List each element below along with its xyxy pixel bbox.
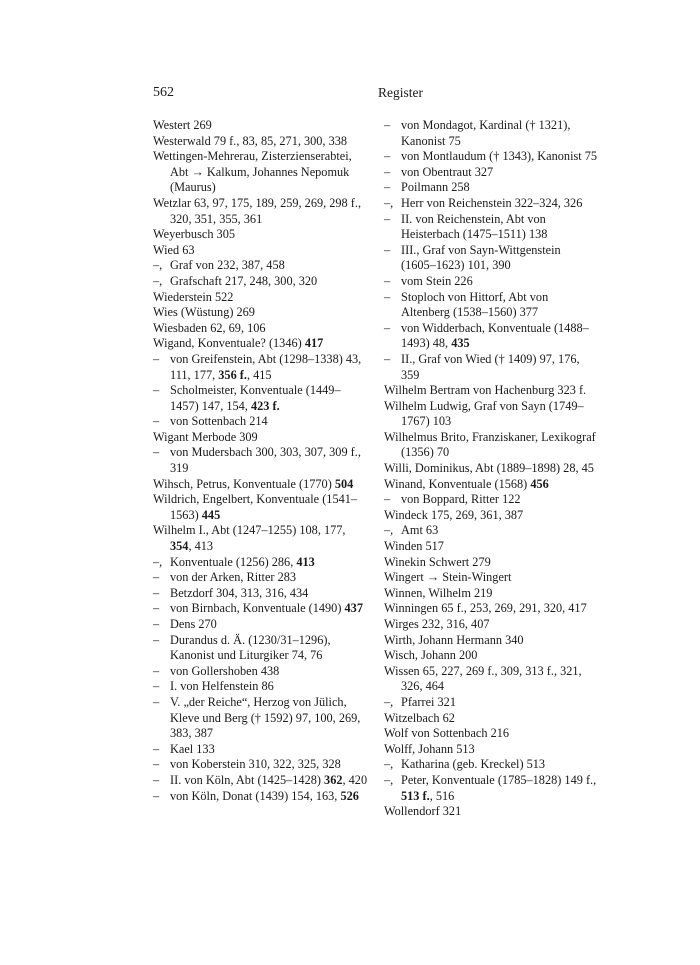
entry-page-bold: 417 bbox=[304, 336, 324, 351]
entry-page-bold: 513 f. bbox=[401, 788, 430, 803]
index-entry bbox=[153, 789, 368, 805]
entry-text: II., Graf von Wied († 1409) 97, 176, 359 bbox=[401, 351, 580, 382]
entry-dash: – bbox=[153, 617, 160, 631]
index-entry bbox=[153, 383, 368, 414]
page-title: Register bbox=[378, 85, 423, 100]
index-entry bbox=[384, 757, 598, 773]
entry-dash: – bbox=[384, 164, 391, 179]
entry-text: Katharina (geb. Kreckel) 513 bbox=[401, 757, 546, 772]
index-entry bbox=[153, 633, 368, 664]
entry-dash: – bbox=[384, 180, 391, 195]
index-entry bbox=[153, 523, 368, 554]
entry-text: von Montlaudum († 1343), Kanonist 75 bbox=[401, 149, 598, 164]
entry-dash: – bbox=[384, 211, 391, 226]
entry-dash: – bbox=[384, 351, 391, 366]
entry-page-bold: 456 bbox=[530, 476, 549, 491]
index-entry bbox=[384, 555, 598, 571]
index-entry bbox=[384, 399, 598, 430]
index-entry bbox=[153, 196, 368, 227]
index-entry bbox=[153, 414, 368, 430]
entry-text: Stoploch von Hittorf, Abt von Altenberg (1538–1560) 377 bbox=[401, 289, 549, 320]
entry-text: Wilhelm I., Abt (1247–1255) 108, 177, bbox=[153, 523, 346, 538]
entry-text: Dens 270 bbox=[170, 617, 217, 631]
index-entry bbox=[153, 290, 368, 306]
entry-text: Wied 63 bbox=[153, 242, 195, 257]
entry-dash: – bbox=[384, 320, 391, 335]
entry-text: , 420 bbox=[342, 772, 368, 787]
index-entry bbox=[153, 773, 368, 789]
index-entry bbox=[153, 570, 368, 586]
entry-text: von Gollershoben 438 bbox=[170, 663, 280, 678]
entry-page-bold: 445 bbox=[201, 507, 221, 522]
entry-dash: – bbox=[153, 757, 160, 772]
index-entry bbox=[384, 149, 598, 165]
entry-text: Pfarrei 321 bbox=[401, 694, 456, 709]
entry-text: Wies (Wüstung) 269 bbox=[153, 305, 255, 320]
index-entry bbox=[153, 695, 368, 742]
entry-text: Durandus d. Ä. (1230/31–1296), Kanonist und Liturgiker 74, 76 bbox=[170, 632, 331, 663]
entry-text: Amt 63 bbox=[401, 523, 439, 538]
entry-text: Peter, Konventuale (1785–1828) 149 f., bbox=[401, 772, 597, 787]
entry-text: Kael 133 bbox=[170, 741, 215, 756]
index-entry bbox=[384, 118, 598, 149]
index-entry bbox=[384, 321, 598, 352]
entry-text: Wissen 65, 227, 269 f., 309, 313 f., 321, 326, 464 bbox=[384, 663, 582, 694]
entry-dash: –, bbox=[153, 554, 163, 569]
index-entry bbox=[153, 336, 368, 352]
index-entry bbox=[384, 180, 598, 196]
entry-text: Weyerbusch 305 bbox=[153, 227, 235, 242]
index-entry bbox=[384, 165, 598, 181]
entry-dash: –, bbox=[153, 258, 163, 273]
entry-dash: – bbox=[153, 585, 160, 600]
entry-dash: – bbox=[153, 383, 160, 398]
entry-dash: – bbox=[153, 772, 160, 787]
index-entry bbox=[153, 227, 368, 243]
entry-text: Wilhelm Bertram von Hachenburg 323 f. bbox=[384, 383, 587, 398]
entry-text: von der Arken, Ritter 283 bbox=[170, 570, 297, 585]
entry-page-bold: 504 bbox=[334, 476, 354, 491]
entry-dash: –, bbox=[384, 757, 394, 772]
index-entry bbox=[384, 648, 598, 664]
entry-text: Winekin Schwert 279 bbox=[384, 554, 491, 569]
entry-dash: –, bbox=[384, 195, 394, 210]
entry-text: Windeck 175, 269, 361, 387 bbox=[384, 507, 524, 522]
entry-text: Winden 517 bbox=[384, 539, 444, 554]
entry-dash: – bbox=[153, 601, 160, 616]
entry-text: Wirges 232, 316, 407 bbox=[384, 617, 490, 631]
index-entry bbox=[153, 352, 368, 383]
index-entry bbox=[384, 617, 598, 633]
entry-text: von Mudersbach 300, 303, 307, 309 f., 319 bbox=[170, 445, 361, 476]
index-entry bbox=[153, 445, 368, 476]
entry-page-bold: 526 bbox=[340, 788, 359, 803]
entry-text: Wigand, Konventuale? (1346) bbox=[153, 336, 305, 351]
entry-text: von Boppard, Ritter 122 bbox=[401, 492, 521, 507]
entry-dash: – bbox=[153, 788, 160, 803]
index-entry bbox=[153, 243, 368, 259]
entry-dash: – bbox=[384, 118, 391, 132]
index-entry bbox=[384, 508, 598, 524]
entry-dash: – bbox=[153, 663, 160, 678]
index-entry bbox=[384, 383, 598, 399]
entry-dash: – bbox=[153, 694, 160, 709]
entry-dash: – bbox=[384, 289, 391, 304]
index-entry bbox=[153, 492, 368, 523]
index-entry bbox=[384, 492, 598, 508]
index-entry bbox=[384, 212, 598, 243]
entry-text: II. von Reichenstein, Abt von Heisterbach (1475–1511) 138 bbox=[401, 211, 548, 242]
entry-text: Wildrich, Engelbert, Konventuale (1541–1563) bbox=[153, 492, 358, 522]
entry-text: Wettingen-Mehrerau, Zisterzienserabtei, Abt → Kalkum, Johannes Nepomuk (Maurus) bbox=[153, 149, 352, 195]
entry-text: Herr von Reichenstein 322–324, 326 bbox=[401, 195, 583, 210]
index-entry bbox=[384, 726, 598, 742]
entry-text: von Greifenstein, Abt (1298–1338) 43, 111, 177, bbox=[170, 351, 362, 382]
entry-text: von Mondagot, Kardinal († 1321), Kanonist 75 bbox=[401, 118, 571, 148]
entry-text: Witzelbach 62 bbox=[384, 710, 455, 725]
entry-text: Wirth, Johann Hermann 340 bbox=[384, 632, 524, 647]
index-entry bbox=[153, 258, 368, 274]
index-entry bbox=[153, 601, 368, 617]
index-entry bbox=[384, 742, 598, 758]
entry-page-bold: 354 bbox=[170, 539, 189, 554]
entry-text: V. „der Reiche“, Herzog von Jülich, Kleve und Berg († 1592) 97, 100, 269, 383, 387 bbox=[170, 694, 361, 741]
entry-text: , 516 bbox=[429, 788, 455, 803]
entry-page-bold: 437 bbox=[344, 601, 363, 616]
index-entry bbox=[153, 555, 368, 571]
index-column-left bbox=[153, 118, 368, 804]
entry-text: , 415 bbox=[246, 367, 272, 382]
entry-text: Wolff, Johann 513 bbox=[384, 741, 475, 756]
entry-text: vom Stein 226 bbox=[401, 273, 473, 288]
entry-text: von Widderbach, Konventuale (1488–1493) 48, bbox=[401, 320, 589, 351]
entry-text: Wilhelm Ludwig, Graf von Sayn (1749–1767) 103 bbox=[384, 398, 584, 429]
index-entry bbox=[153, 430, 368, 446]
index-entry bbox=[153, 305, 368, 321]
index-entry bbox=[384, 461, 598, 477]
index-entry bbox=[153, 118, 368, 134]
entry-page-bold: 413 bbox=[296, 554, 315, 569]
index-entry bbox=[153, 679, 368, 695]
entry-text: Winnen, Wilhelm 219 bbox=[384, 585, 493, 600]
entry-dash: –, bbox=[153, 273, 163, 288]
index-entry bbox=[153, 134, 368, 150]
index-entry bbox=[384, 523, 598, 539]
entry-text: Poilmann 258 bbox=[401, 180, 470, 195]
entry-text: I. von Helfenstein 86 bbox=[170, 679, 274, 694]
entry-text: Westert 269 bbox=[153, 118, 212, 132]
entry-text: Betzdorf 304, 313, 316, 434 bbox=[170, 585, 309, 600]
index-entry bbox=[153, 664, 368, 680]
entry-text: III., Graf von Sayn-Wittgenstein (1605–1623) 101, 390 bbox=[401, 242, 561, 273]
entry-dash: –, bbox=[384, 772, 394, 787]
page-header bbox=[153, 85, 598, 103]
entry-text: Wolf von Sottenbach 216 bbox=[384, 726, 510, 741]
entry-text: , 413 bbox=[188, 539, 214, 554]
entry-text: Konventuale (1256) 286, bbox=[170, 554, 297, 569]
index-entry bbox=[153, 321, 368, 337]
entry-text: Wollendorf 321 bbox=[384, 804, 462, 819]
index-entry bbox=[384, 804, 598, 820]
index-entry bbox=[384, 711, 598, 727]
entry-text: von Sottenbach 214 bbox=[170, 414, 268, 429]
index-column-right bbox=[384, 118, 598, 820]
index-entry bbox=[384, 196, 598, 212]
index-entry bbox=[384, 539, 598, 555]
index-entry bbox=[384, 430, 598, 461]
entry-text: Willi, Dominikus, Abt (1889–1898) 28, 45 bbox=[384, 461, 594, 476]
entry-text: II. von Köln, Abt (1425–1428) bbox=[170, 772, 325, 787]
entry-dash: –, bbox=[384, 694, 394, 709]
entry-dash: – bbox=[153, 445, 160, 460]
index-entry bbox=[384, 352, 598, 383]
entry-text: von Koberstein 310, 322, 325, 328 bbox=[170, 757, 341, 772]
entry-dash: – bbox=[153, 741, 160, 756]
index-entry bbox=[153, 757, 368, 773]
entry-text: Winand, Konventuale (1568) bbox=[384, 476, 531, 491]
entry-page-bold: 423 f. bbox=[250, 398, 280, 413]
entry-text: Grafschaft 217, 248, 300, 320 bbox=[170, 273, 318, 288]
entry-text: Wihsch, Petrus, Konventuale (1770) bbox=[153, 476, 335, 491]
index-entry bbox=[384, 601, 598, 617]
entry-text: Wetzlar 63, 97, 175, 189, 259, 269, 298 f., 320, 351, 355, 361 bbox=[153, 195, 362, 226]
index-entry bbox=[384, 664, 598, 695]
index-entry bbox=[153, 477, 368, 493]
index-entry bbox=[153, 586, 368, 602]
entry-dash: – bbox=[384, 149, 391, 164]
entry-text: Wilhelmus Brito, Franziskaner, Lexikograf (1356) 70 bbox=[384, 429, 596, 460]
page-number: 562 bbox=[153, 85, 174, 100]
entry-dash: – bbox=[153, 632, 160, 647]
entry-dash: – bbox=[384, 492, 391, 507]
index-entry bbox=[384, 570, 598, 586]
entry-text: Wigant Merbode 309 bbox=[153, 429, 258, 444]
index-entry bbox=[153, 149, 368, 196]
entry-text: Wisch, Johann 200 bbox=[384, 648, 478, 663]
entry-dash: – bbox=[153, 679, 160, 694]
entry-text: Graf von 232, 387, 458 bbox=[170, 258, 285, 273]
entry-page-bold: 356 f. bbox=[218, 367, 247, 382]
index-entry bbox=[153, 274, 368, 290]
entry-text: Winningen 65 f., 253, 269, 291, 320, 417 bbox=[384, 601, 587, 616]
index-entry bbox=[384, 290, 598, 321]
entry-text: Scholmeister, Konventuale (1449–1457) 147, 154, bbox=[170, 383, 341, 413]
index-entry bbox=[384, 477, 598, 493]
index-entry bbox=[384, 274, 598, 290]
entry-dash: – bbox=[153, 570, 160, 585]
entry-dash: – bbox=[384, 273, 391, 288]
entry-text: von Köln, Donat (1439) 154, 163, bbox=[170, 788, 341, 803]
index-entry bbox=[384, 586, 598, 602]
entry-text: von Obentraut 327 bbox=[401, 164, 494, 179]
entry-page-bold: 435 bbox=[451, 336, 470, 351]
entry-dash: – bbox=[153, 351, 160, 366]
entry-text: von Birnbach, Konventuale (1490) bbox=[170, 601, 345, 616]
entry-text: Wiederstein 522 bbox=[153, 289, 234, 304]
index-entry bbox=[384, 695, 598, 711]
entry-dash: – bbox=[384, 242, 391, 257]
entry-text: Wingert → Stein-Wingert bbox=[384, 570, 512, 585]
index-entry bbox=[384, 633, 598, 649]
index-entry bbox=[153, 742, 368, 758]
entry-dash: –, bbox=[384, 523, 394, 538]
entry-page-bold: 362 bbox=[324, 772, 343, 787]
index-entry bbox=[153, 617, 368, 633]
index-entry bbox=[384, 773, 598, 804]
entry-dash: – bbox=[153, 414, 160, 429]
index-entry bbox=[384, 243, 598, 274]
entry-text: Wiesbaden 62, 69, 106 bbox=[153, 320, 266, 335]
entry-text: Westerwald 79 f., 83, 85, 271, 300, 338 bbox=[153, 133, 348, 148]
